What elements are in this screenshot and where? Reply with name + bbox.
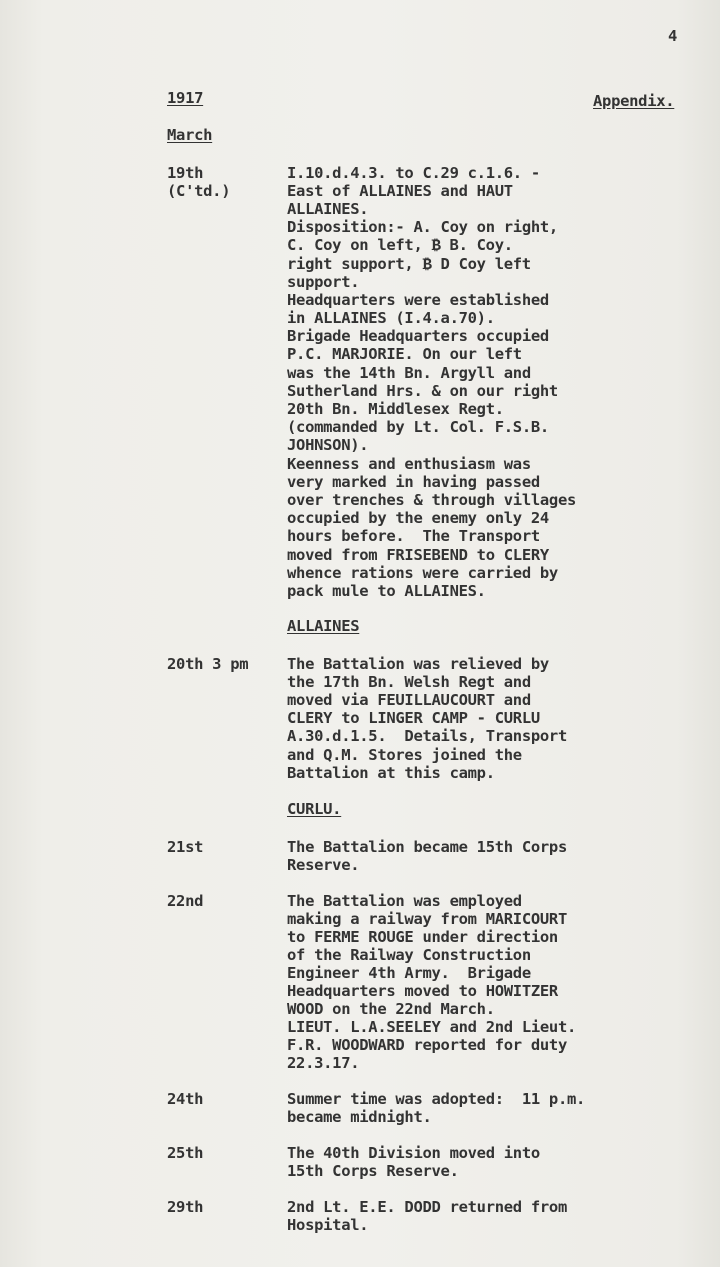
entry-line: hours before. The Transport [287, 527, 540, 545]
place-heading: ALLAINES [287, 617, 360, 635]
entry-line: of the Railway Construction [287, 946, 531, 964]
entry-line: Keenness and enthusiasm was [287, 455, 531, 473]
entry-line: and Q.M. Stores joined the [287, 746, 522, 764]
entry-line: Reserve. [287, 856, 360, 874]
entry-line: F.R. WOODWARD reported for duty [287, 1036, 567, 1054]
entry-line: WOOD on the 22nd March. [287, 1000, 495, 1018]
entry-line: 2nd Lt. E.E. DODD returned from [287, 1198, 567, 1216]
entry-line: over trenches & through villages [287, 491, 577, 509]
entry-line: 20th Bn. Middlesex Regt. [287, 400, 504, 418]
entry-line: Disposition:- A. Coy on right, [287, 218, 558, 236]
entry-date: 21st [167, 838, 204, 856]
entry-line: Headquarters were established [287, 291, 549, 309]
year-heading: 1917 [167, 89, 204, 107]
entry-line: the 17th Bn. Welsh Regt and [287, 673, 531, 691]
entry-line: moved via FEUILLAUCOURT and [287, 691, 531, 709]
entry-line: I.10.d.4.3. to C.29 c.1.6. - [287, 164, 540, 182]
month-heading: March [167, 126, 213, 144]
entry-line: Sutherland Hrs. & on our right [287, 382, 558, 400]
appendix-heading: Appendix. [593, 92, 675, 110]
entry-line: moved from FRISEBEND to CLERY [287, 546, 549, 564]
entry-line: Engineer 4th Army. Brigade [287, 964, 531, 982]
entry-line: Hospital. [287, 1216, 369, 1234]
entry-line: 15th Corps Reserve. [287, 1162, 459, 1180]
entry-line: making a railway from MARICOURT [287, 910, 567, 928]
entry-line: Headquarters moved to HOWITZER [287, 982, 558, 1000]
entry-line: CLERY to LINGER CAMP - CURLU [287, 709, 540, 727]
entry-date: 20th 3 pm [167, 655, 249, 673]
entry-date: 22nd [167, 892, 204, 910]
entry-line: The Battalion became 15th Corps [287, 838, 567, 856]
entry-line: East of ALLAINES and HAUT [287, 182, 513, 200]
entry-line: LIEUT. L.A.SEELEY and 2nd Lieut. [287, 1018, 577, 1036]
entry-line: Summer time was adopted: 11 p.m. [287, 1090, 586, 1108]
entry-line: Battalion at this camp. [287, 764, 495, 782]
entry-line: (commanded by Lt. Col. F.S.B. [287, 418, 549, 436]
entry-line: The 40th Division moved into [287, 1144, 540, 1162]
entry-line: The Battalion was relieved by [287, 655, 549, 673]
entry-date: 24th [167, 1090, 204, 1108]
entry-date: 29th [167, 1198, 204, 1216]
entry-date-sub: (C'td.) [167, 182, 231, 200]
place-heading: CURLU. [287, 800, 342, 818]
entry-line: became midnight. [287, 1108, 432, 1126]
entry-line: right support, ₿ D Coy left [287, 255, 531, 273]
page-number: 4 [668, 27, 678, 45]
entry-date: 25th [167, 1144, 204, 1162]
entry-line: pack mule to ALLAINES. [287, 582, 486, 600]
entry-line: occupied by the enemy only 24 [287, 509, 549, 527]
entry-line: C. Coy on left, ₿ B. Coy. [287, 236, 513, 254]
entry-line: ALLAINES. [287, 200, 369, 218]
entry-date: 19th [167, 164, 204, 182]
entry-line: very marked in having passed [287, 473, 540, 491]
entry-line: P.C. MARJORIE. On our left [287, 345, 522, 363]
entry-line: to FERME ROUGE under direction [287, 928, 558, 946]
entry-line: in ALLAINES (I.4.a.70). [287, 309, 495, 327]
entry-line: JOHNSON). [287, 436, 369, 454]
entry-line: whence rations were carried by [287, 564, 558, 582]
entry-line: Brigade Headquarters occupied [287, 327, 549, 345]
entry-line: was the 14th Bn. Argyll and [287, 364, 531, 382]
entry-line: 22.3.17. [287, 1054, 360, 1072]
entry-line: support. [287, 273, 360, 291]
entry-line: A.30.d.1.5. Details, Transport [287, 727, 567, 745]
entry-line: The Battalion was employed [287, 892, 522, 910]
